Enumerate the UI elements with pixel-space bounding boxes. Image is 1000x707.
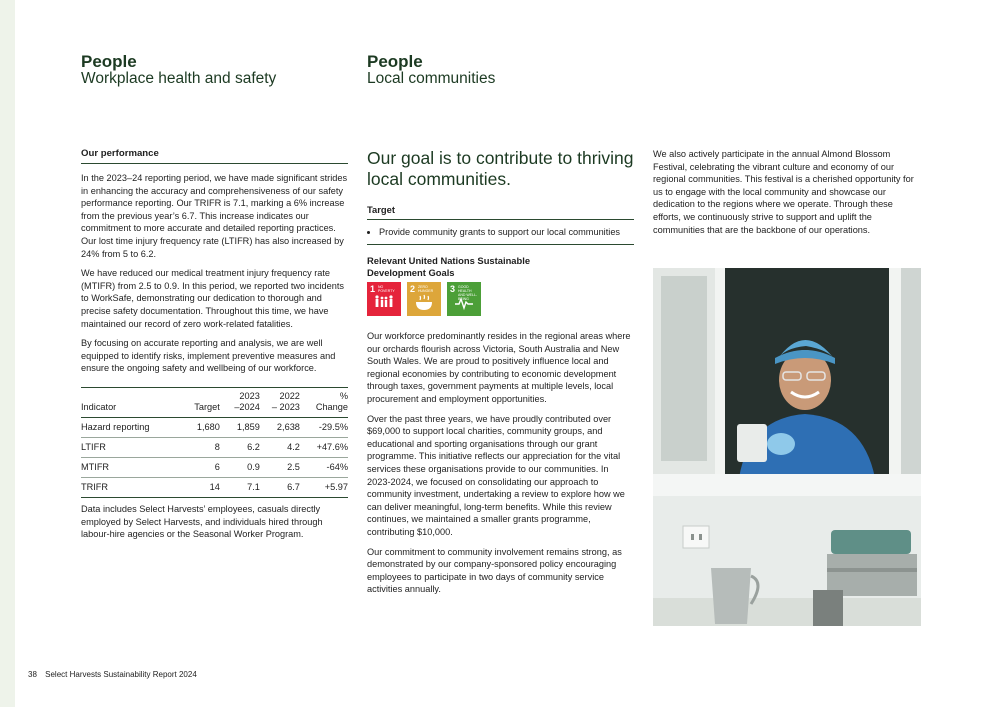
people-icon	[374, 294, 394, 312]
table-row	[81, 477, 348, 497]
cell-2023-2024: 0.9	[220, 457, 260, 477]
page-edge-band	[0, 0, 15, 707]
cell-2022-2023: 6.7	[260, 477, 300, 497]
report-title: Select Harvests Sustainability Report 2024	[45, 670, 197, 679]
heartbeat-icon	[454, 294, 474, 312]
community-paragraph-1: Our workforce predominantly resides in the regional areas where our orchards flourish across Victoria, South Australia and New South Wales. We are proud to positively influence local and regional economies by contributing to economic development through taxes, government payments at multiple levels, local procurement and employment opportunities.	[367, 331, 631, 404]
middle-section-subtitle: Local communities	[367, 70, 496, 87]
left-section-subtitle: Workplace health and safety	[81, 70, 277, 87]
cell-change: +5.97	[300, 477, 348, 497]
festival-paragraph: We also actively participate in the annual Almond Blossom Festival, celebrating the vibrant culture and economy of our regional communities. This festival is a cherished opportunity for us to engage with the local community and showcase our dedication to the regions where we operate. Through these efforts, we continuously strive to support and uplift the communities that are the backbone of our operations.	[653, 149, 914, 235]
cell-2023-2024: 6.2	[220, 437, 260, 457]
performance-paragraph-3: By focusing on accurate reporting and analysis, we are well equipped to identify risks, implement preventive measures and ensure the ongoing safety and wellbeing of our workforce.	[81, 338, 336, 374]
cell-indicator: Hazard reporting	[81, 417, 182, 437]
cell-indicator: MTIFR	[81, 457, 182, 477]
cell-2022-2023: 4.2	[260, 437, 300, 457]
page-footer	[28, 670, 197, 679]
sdg-1-no-poverty-icon: 1 NO POVERTY	[367, 282, 401, 316]
col-header-change: % Change	[300, 387, 348, 417]
cell-target: 1,680	[182, 417, 219, 437]
col-header-indicator: Indicator	[81, 387, 182, 417]
page-number: 38	[28, 670, 37, 679]
cell-2023-2024: 7.1	[220, 477, 260, 497]
performance-paragraph-2: We have reduced our medical treatment injury frequency rate (MTIFR) from 2.5 to 0.9. In this period, we reported two incidents to WorkSafe, demonstrating our dedication to thorough and precise safety documentation. Throughout this time, we have maintained our record of zero work-related fatalities.	[81, 268, 344, 329]
cell-target: 8	[182, 437, 219, 457]
table-row	[81, 417, 348, 437]
cell-indicator: TRIFR	[81, 477, 182, 497]
col-header-2022-2023: 2022 – 2023	[260, 387, 300, 417]
sdg-3-good-health-icon: 3 GOOD HEALTH AND WELL-BEING	[447, 282, 481, 316]
middle-column	[367, 148, 634, 603]
cell-change: -29.5%	[300, 417, 348, 437]
cell-2022-2023: 2.5	[260, 457, 300, 477]
performance-title: Our performance	[81, 148, 348, 164]
cell-target: 6	[182, 457, 219, 477]
sdg-title: Relevant United Nations Sustainable Development Goals	[367, 255, 531, 278]
community-paragraph-2: Over the past three years, we have proudly contributed over $69,000 to support local charities, community groups, and educational and sporting organisations through our grant programme. This initiative reflects our appreciation for the vital services these organisations provide to our communities. In 2023-2024, we focused on consolidating our approach to community investment, undertaking a review to explore how we can deliver meaningful, long-term benefits. While this review continues, we maintained a smaller grants programme, contributing $10,000.	[367, 413, 625, 537]
col-header-target: Target	[182, 387, 219, 417]
cell-indicator: LTIFR	[81, 437, 182, 457]
cell-change: -64%	[300, 457, 348, 477]
cell-change: +47.6%	[300, 437, 348, 457]
table-row	[81, 457, 348, 477]
sdg-icons	[367, 282, 634, 316]
cell-target: 14	[182, 477, 219, 497]
left-section-title: People	[81, 52, 137, 71]
cell-2022-2023: 2,638	[260, 417, 300, 437]
table-row	[81, 437, 348, 457]
target-title: Target	[367, 204, 634, 220]
cell-2023-2024: 1,859	[220, 417, 260, 437]
goal-statement: Our goal is to contribute to thriving local communities.	[367, 148, 634, 189]
target-list	[367, 226, 634, 245]
left-column	[81, 148, 348, 548]
sdg-2-zero-hunger-icon: 2 ZERO HUNGER	[407, 282, 441, 316]
col-header-2023-2024: 2023 –2024	[220, 387, 260, 417]
bowl-icon	[414, 294, 434, 312]
right-column	[653, 148, 921, 243]
table-footnote: Data includes Select Harvests’ employees, casuals directly employed by Select Harvests, and individuals hired through labour-hire agencies or the Seasonal Worker Program.	[81, 503, 323, 540]
worker-photo	[653, 268, 921, 626]
middle-section-title: People	[367, 52, 423, 71]
safety-indicator-table	[81, 387, 348, 498]
performance-paragraph-1: In the 2023–24 reporting period, we have made significant strides in enhancing the accuracy and comprehensiveness of our safety performance reporting. Our TRIFR is 7.1, marking a 6% increase from the previous year’s 6.7. This increase indicates our commitment to more accurate and detailed reporting practices. Our lost time injury frequency rate (LTIFR) has also increased by 24% from 5 to 6.2.	[81, 173, 348, 259]
community-paragraph-3: Our commitment to community involvement remains strong, as demonstrated by our company-sponsored policy encouraging employees to participate in two days of community service activities annually.	[367, 546, 622, 595]
target-item: • Provide community grants to support our local communities	[379, 226, 634, 238]
